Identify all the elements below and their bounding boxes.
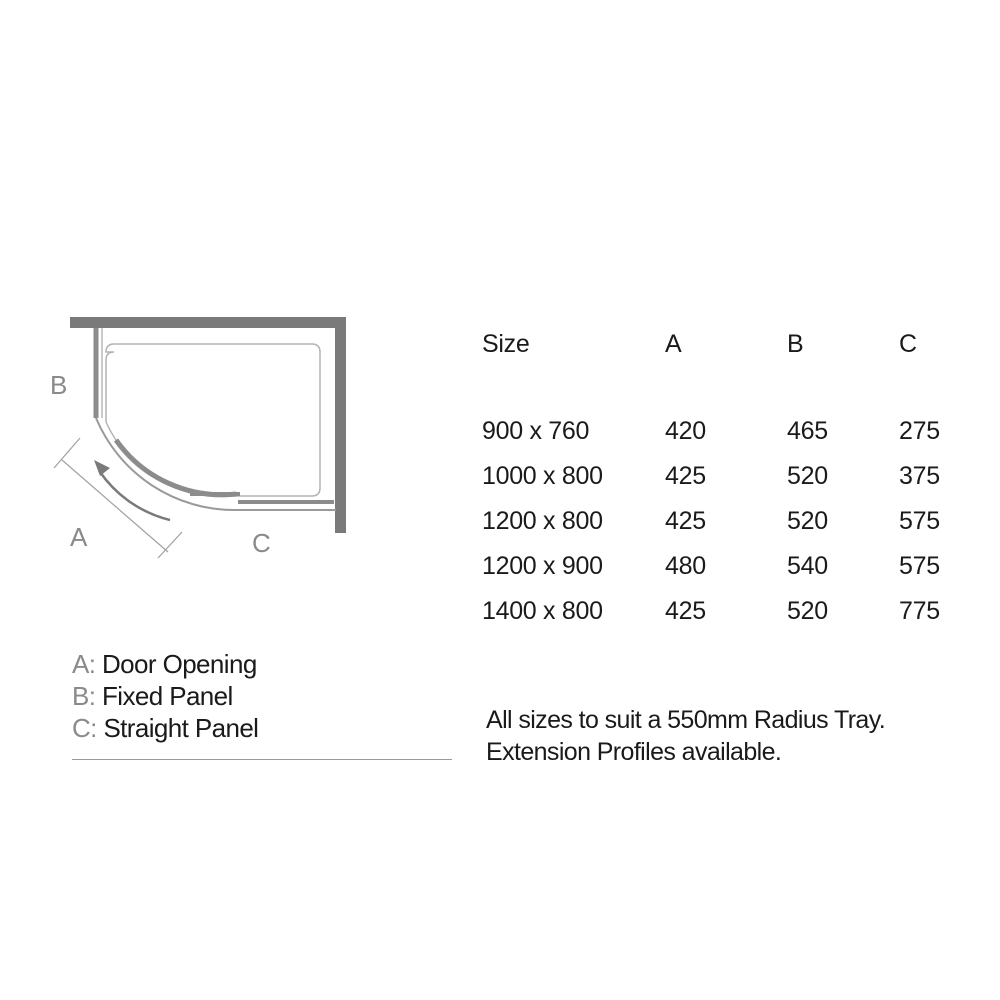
door-panel-a (116, 440, 236, 495)
table-row (482, 507, 962, 552)
column-header-c: C (899, 330, 917, 358)
cell-a: 425 (665, 597, 706, 625)
top-wall (70, 317, 346, 328)
size-table (482, 330, 962, 642)
shower-tray (106, 344, 320, 496)
notes (486, 704, 885, 768)
diagram-label-a: A (70, 522, 88, 552)
table-row (482, 552, 962, 597)
cell-c: 575 (899, 507, 940, 535)
cell-c: 275 (899, 417, 940, 445)
legend (72, 648, 452, 744)
column-header-b: B (787, 330, 804, 358)
diagram-label-c: C (252, 528, 271, 558)
legend-key: B: (72, 681, 96, 711)
dimension-tick-a1 (54, 438, 80, 468)
note-tray-size: All sizes to suit a 550mm Radius Tray. (486, 706, 886, 734)
column-header-a: A (665, 330, 682, 358)
legend-item-a (72, 648, 452, 680)
legend-value: Straight Panel (103, 713, 259, 743)
cell-b: 465 (787, 417, 828, 445)
table-row (482, 462, 962, 507)
legend-divider (72, 759, 452, 760)
column-header-size: Size (482, 330, 530, 358)
cell-c: 575 (899, 552, 940, 580)
legend-value: Door Opening (102, 649, 257, 679)
table-row (482, 417, 962, 462)
arrow-head-icon (94, 460, 110, 476)
cell-b: 520 (787, 597, 828, 625)
cell-c: 775 (899, 597, 940, 625)
legend-key: C: (72, 713, 97, 743)
cell-b: 520 (787, 462, 828, 490)
shower-enclosure-diagram (40, 300, 360, 580)
cell-c: 375 (899, 462, 940, 490)
cell-b: 520 (787, 507, 828, 535)
legend-item-b (72, 680, 452, 712)
cell-size: 1200 x 900 (482, 552, 603, 580)
cell-size: 1000 x 800 (482, 462, 603, 490)
legend-key: A: (72, 649, 96, 679)
legend-item-c (72, 712, 452, 744)
cell-a: 425 (665, 462, 706, 490)
right-wall (335, 317, 346, 533)
cell-size: 1400 x 800 (482, 597, 603, 625)
cell-size: 1200 x 800 (482, 507, 603, 535)
cell-a: 420 (665, 417, 706, 445)
table-row (482, 597, 962, 642)
diagram-label-b: B (50, 370, 68, 400)
note-extension-profiles: Extension Profiles available. (486, 738, 782, 766)
cell-b: 540 (787, 552, 828, 580)
table-header-row (482, 330, 962, 417)
legend-value: Fixed Panel (102, 681, 233, 711)
cell-size: 900 x 760 (482, 417, 590, 445)
cell-a: 480 (665, 552, 706, 580)
cell-a: 425 (665, 507, 706, 535)
dimension-tick-a2 (158, 532, 182, 558)
